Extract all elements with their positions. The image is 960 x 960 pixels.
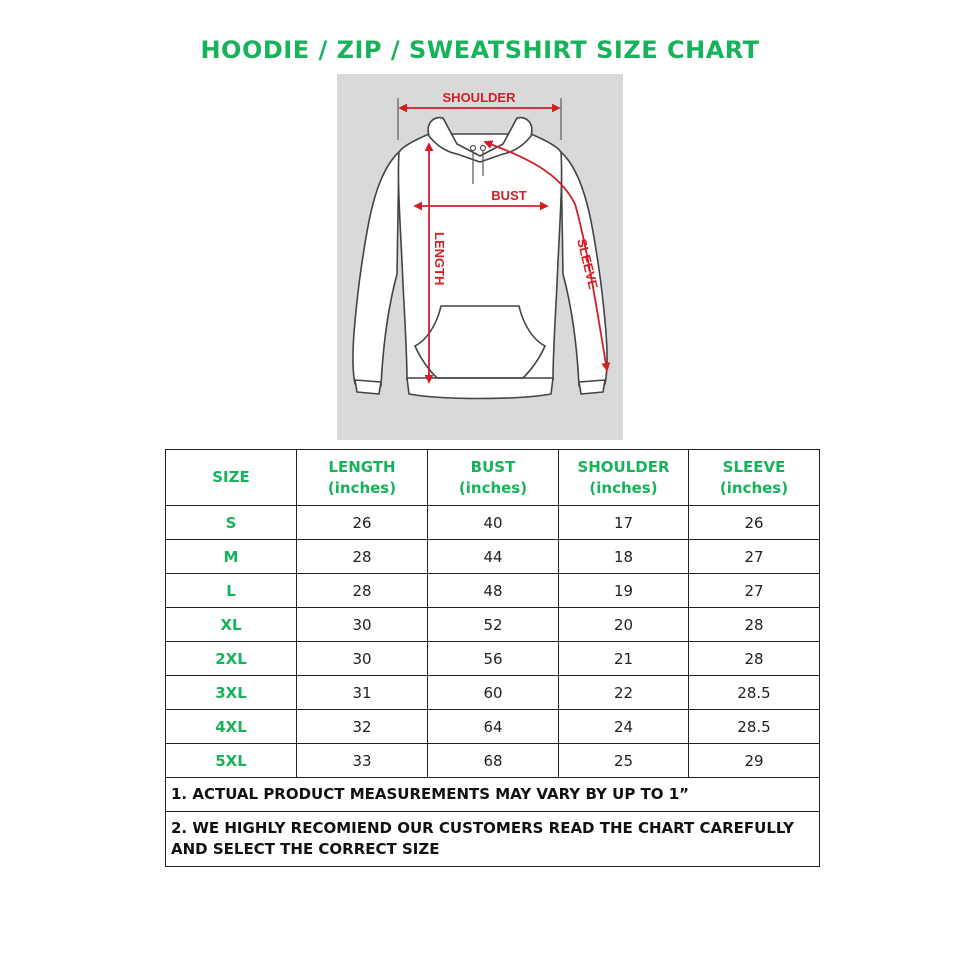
table-header-row: [166, 450, 820, 506]
bust-cell: 48: [428, 574, 559, 608]
size-cell: L: [166, 574, 297, 608]
shoulder-cell: 22: [559, 676, 689, 710]
table-row: [166, 710, 820, 744]
size-cell: M: [166, 540, 297, 574]
size-cell: 4XL: [166, 710, 297, 744]
bust-cell: 68: [428, 744, 559, 778]
sleeve-cell: 26: [689, 506, 820, 540]
table-row: [166, 608, 820, 642]
table-row: [166, 642, 820, 676]
shoulder-cell: 20: [559, 608, 689, 642]
header-size: SIZE: [166, 450, 297, 506]
sleeve-cell: 27: [689, 574, 820, 608]
sleeve-cell: 28.5: [689, 676, 820, 710]
size-cell: 5XL: [166, 744, 297, 778]
length-cell: 32: [297, 710, 428, 744]
header-sleeve: SLEEVE (inches): [689, 450, 820, 506]
length-cell: 31: [297, 676, 428, 710]
bust-cell: 60: [428, 676, 559, 710]
shoulder-cell: 25: [559, 744, 689, 778]
table-row: [166, 744, 820, 778]
size-cell: 2XL: [166, 642, 297, 676]
length-cell: 33: [297, 744, 428, 778]
note-row: [166, 812, 820, 867]
note-read-chart: 2. WE HIGHLY RECOMIEND OUR CUSTOMERS READ THE CHART CAREFULLY AND SELECT THE CORRECT SIZE: [166, 812, 820, 867]
shoulder-cell: 17: [559, 506, 689, 540]
table-row: [166, 574, 820, 608]
sleeve-cell: 29: [689, 744, 820, 778]
bust-cell: 44: [428, 540, 559, 574]
header-length: LENGTH (inches): [297, 450, 428, 506]
length-cell: 26: [297, 506, 428, 540]
shoulder-cell: 19: [559, 574, 689, 608]
sleeve-cell: 28.5: [689, 710, 820, 744]
length-cell: 28: [297, 574, 428, 608]
table-row: [166, 540, 820, 574]
sleeve-label: SLEEVE: [574, 237, 602, 291]
size-cell: XL: [166, 608, 297, 642]
shoulder-label: SHOULDER: [442, 90, 516, 105]
bust-cell: 64: [428, 710, 559, 744]
hoodie-outline: [353, 118, 607, 399]
note-row: [166, 778, 820, 812]
bust-cell: 40: [428, 506, 559, 540]
bust-label: BUST: [491, 188, 527, 203]
note-measurement-variance: 1. ACTUAL PRODUCT MEASUREMENTS MAY VARY BY UP TO 1”: [166, 778, 820, 812]
shoulder-cell: 21: [559, 642, 689, 676]
length-cell: 28: [297, 540, 428, 574]
sleeve-cell: 28: [689, 642, 820, 676]
sleeve-cell: 28: [689, 608, 820, 642]
size-chart-table: [165, 449, 820, 867]
shoulder-cell: 24: [559, 710, 689, 744]
length-cell: 30: [297, 642, 428, 676]
size-cell: S: [166, 506, 297, 540]
page-title: HOODIE / ZIP / SWEATSHIRT SIZE CHART: [200, 36, 760, 64]
shoulder-cell: 18: [559, 540, 689, 574]
header-bust: BUST (inches): [428, 450, 559, 506]
table-row: [166, 506, 820, 540]
sleeve-cell: 27: [689, 540, 820, 574]
length-cell: 30: [297, 608, 428, 642]
size-cell: 3XL: [166, 676, 297, 710]
bust-cell: 52: [428, 608, 559, 642]
bust-cell: 56: [428, 642, 559, 676]
header-shoulder: SHOULDER (inches): [559, 450, 689, 506]
table-row: [166, 676, 820, 710]
length-label: LENGTH: [432, 232, 447, 286]
hoodie-measurement-diagram: [337, 74, 623, 440]
